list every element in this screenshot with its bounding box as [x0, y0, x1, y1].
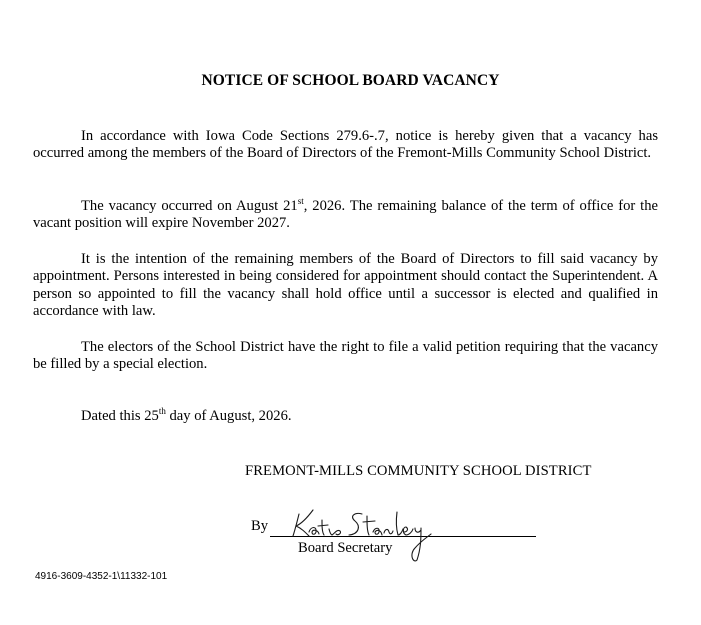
paragraph-1-text: In accordance with Iowa Code Sections 279.6-.7, notice is hereby given that a vacancy has occurred among the members of the Board of Directors of the Fremont-Mills Community School District. — [33, 128, 658, 162]
dated-after: day of August, 2026. — [165, 408, 292, 424]
paragraph-electors-petition — [33, 339, 658, 374]
paragraph-vacancy-date — [33, 198, 658, 233]
document-number: 4916-3609-4352-1\11332-101 — [35, 571, 168, 582]
paragraph-2-after: , 2026. The remaining balance of the term of office for the vacant position will expire November 2027. — [33, 198, 658, 232]
ordinal-suffix: st — [297, 196, 304, 207]
dated-line — [81, 408, 292, 425]
by-label: By — [251, 518, 269, 534]
signer-title: Board Secretary — [298, 540, 393, 556]
dated-before: Dated this 25 — [81, 408, 159, 424]
district-name: FREMONT-MILLS COMMUNITY SCHOOL DISTRICT — [245, 463, 592, 479]
paragraph-4-text: The electors of the School District have the right to file a valid petition requiring that the vacancy be filled by a special election. — [33, 339, 658, 373]
paragraph-appointment — [33, 251, 658, 321]
paragraph-code-sections — [33, 128, 658, 163]
notice-title: NOTICE OF SCHOOL BOARD VACANCY — [201, 72, 500, 89]
paragraph-2-before: The vacancy occurred on August 21 — [81, 198, 298, 214]
dated-ordinal-suffix: th — [158, 406, 166, 417]
paragraph-3-text: It is the intention of the remaining members of the Board of Directors to fill said vacancy by appointment. Persons interested in being considered for appointment should contact the Superintendent. A person so appointed to fill the vacancy shall hold office until a successor is elected and qualified in accordance with law. — [33, 251, 658, 320]
